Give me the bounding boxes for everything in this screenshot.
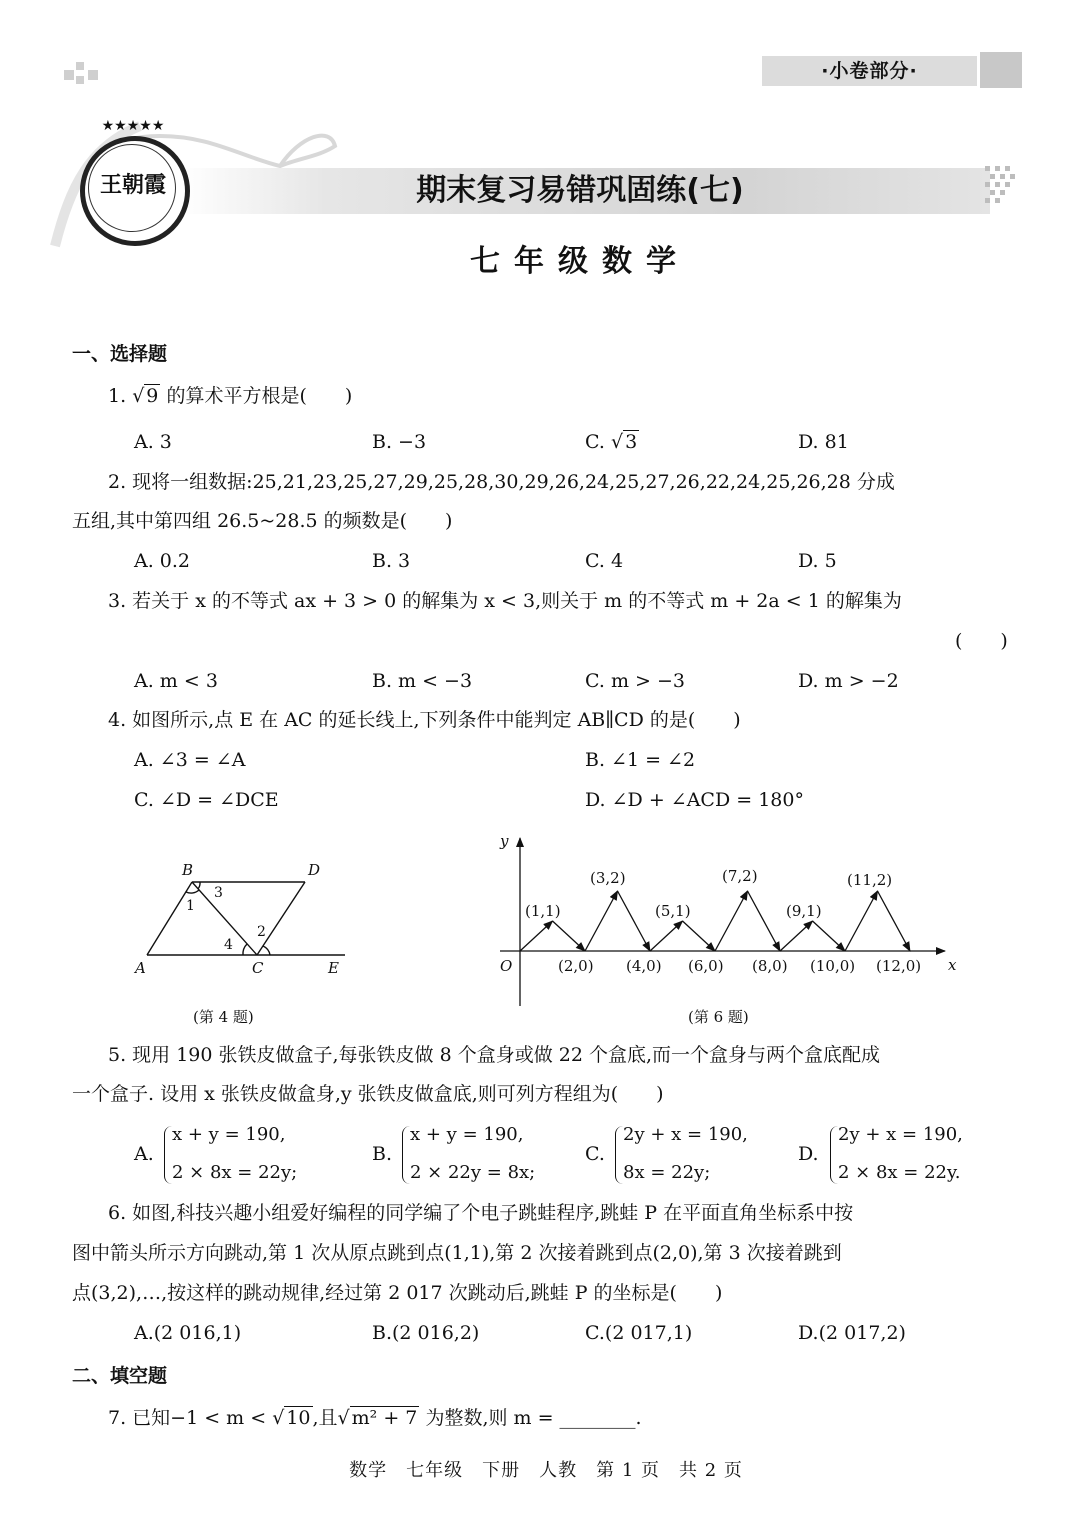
- axis-label-y: y: [500, 832, 509, 850]
- angle-arc-1: [186, 890, 199, 893]
- q4-option-b: B. ∠1 = ∠2: [585, 749, 696, 771]
- tag-end-block: [980, 52, 1022, 88]
- label-D: D: [308, 861, 321, 879]
- origin-label: O: [500, 957, 513, 975]
- label-1: 1: [186, 898, 195, 914]
- point-label-4-0: (4,0): [626, 957, 662, 975]
- jump-arrow: [780, 921, 813, 951]
- sqrt-symbol: √: [610, 431, 624, 453]
- point-label-12-0: (12,0): [876, 957, 922, 975]
- q2-option-d: D. 5: [798, 550, 837, 572]
- jump-arrow: [715, 891, 748, 951]
- q5-option-b-label: B.: [372, 1143, 393, 1165]
- logo-stars: ★★★★★: [101, 118, 165, 134]
- q5-d-eq2: 2 × 8x = 22y.: [838, 1162, 961, 1183]
- q1-option-a: A. 3: [134, 431, 172, 453]
- jump-arrow: [813, 921, 846, 951]
- angle-arc-3: [198, 882, 200, 889]
- q7-mid: ,且: [312, 1407, 338, 1429]
- q2-option-b: B. 3: [372, 550, 411, 572]
- q7-post: 为整数,则 m = ________.: [425, 1407, 642, 1429]
- figure-6-caption: (第 6 题): [688, 1008, 749, 1026]
- q2-line-2: 五组,其中第四组 26.5~28.5 的频数是( ): [72, 510, 453, 532]
- section-heading: 二、填空题: [72, 1365, 168, 1387]
- q6-option-a: A.(2 016,1): [134, 1322, 242, 1344]
- point-label-6-0: (6,0): [688, 957, 724, 975]
- q7-radicand-2: m² + 7: [351, 1407, 418, 1429]
- q1-c-label: C.: [585, 431, 605, 453]
- q1-option-c: [585, 429, 639, 455]
- corner-square: [76, 62, 84, 70]
- q5-option-c-label: C.: [585, 1143, 605, 1165]
- q6-option-b: B.(2 016,2): [372, 1322, 480, 1344]
- angle-arc-2: [263, 946, 270, 955]
- q3-option-b: B. m < −3: [372, 670, 473, 692]
- corner-square: [64, 70, 74, 80]
- label-3: 3: [214, 885, 223, 901]
- segment-DC: [257, 882, 305, 955]
- point-label-7-2: (7,2): [722, 867, 758, 885]
- q7-pre: 7. 已知−1 < m <: [108, 1407, 267, 1429]
- q5-c-eq2: 8x = 22y;: [623, 1162, 711, 1183]
- point-label-3-2: (3,2): [590, 869, 626, 887]
- angle-arc-4: [243, 944, 247, 955]
- q5-b-eq2: 2 × 22y = 8x;: [410, 1162, 536, 1183]
- jump-arrow: [683, 921, 716, 951]
- q4-option-d: D. ∠D + ∠ACD = 180°: [585, 789, 804, 811]
- label-4: 4: [224, 937, 233, 953]
- q7-radicand-1: 10: [286, 1407, 311, 1429]
- q4-line-1: 4. 如图所示,点 E 在 AC 的延长线上,下列条件中能判定 AB∥CD 的是( ): [108, 709, 741, 731]
- figure-6: [490, 828, 980, 1010]
- point-label-10-0: (10,0): [810, 957, 856, 975]
- q2-option-c: C. 4: [585, 550, 624, 572]
- q2-option-a: A. 0.2: [134, 550, 191, 572]
- corner-square: [76, 76, 84, 84]
- jump-arrow: [618, 891, 651, 951]
- q1-number: 1.: [108, 385, 127, 407]
- jump-arrow: [553, 921, 586, 951]
- label-B: B: [182, 861, 194, 879]
- jump-arrow: [520, 921, 553, 951]
- point-label-5-1: (5,1): [655, 902, 691, 920]
- jump-arrow: [748, 891, 781, 951]
- point-label-1-1: (1,1): [525, 902, 561, 920]
- figure-4: [130, 855, 370, 985]
- sqrt-symbol: √: [132, 385, 145, 407]
- q3-option-a: A. m < 3: [134, 670, 218, 692]
- jump-arrow: [845, 891, 878, 951]
- q6-line-1: 6. 如图,科技兴趣小组爱好编程的同学编了个电子跳蛙程序,跳蛙 P 在平面直角坐标系中按: [108, 1202, 854, 1224]
- point-label-11-2: (11,2): [847, 871, 893, 889]
- jump-arrow: [585, 891, 618, 951]
- section-heading: 一、选择题: [72, 343, 168, 365]
- q5-option-a-label: A.: [134, 1143, 154, 1165]
- q3-option-c: C. m > −3: [585, 670, 685, 692]
- page-subtitle: 七年级数学: [470, 244, 690, 279]
- label-2: 2: [257, 924, 266, 940]
- question-7: [108, 1405, 642, 1431]
- q1-radicand: 9: [146, 385, 159, 407]
- q1-c-radicand: 3: [625, 431, 638, 453]
- page-footer: 数学 七年级 下册 人教 第 1 页 共 2 页: [349, 1460, 743, 1481]
- q5-option-d-label: D.: [798, 1143, 819, 1165]
- q4-option-a: A. ∠3 = ∠A: [134, 749, 246, 771]
- jump-arrow: [878, 891, 911, 951]
- q4-option-c: C. ∠D = ∠DCE: [134, 789, 279, 811]
- q5-b-eq1: x + y = 190,: [410, 1124, 524, 1145]
- corner-square: [88, 70, 98, 80]
- q6-line-2: 图中箭头所示方向跳动,第 1 次从原点跳到点(1,1),第 2 次接着跳到点(2,0),第 3 次接着跳到: [72, 1242, 842, 1264]
- q6-line-3: 点(3,2),…,按这样的跳动规律,经过第 2 017 次跳动后,跳蛙 P 的坐标是( ): [72, 1282, 723, 1304]
- q1-option-b: B. −3: [372, 431, 427, 453]
- q5-a-eq2: 2 × 8x = 22y;: [172, 1162, 298, 1183]
- q3-option-d: D. m > −2: [798, 670, 899, 692]
- logo-text: 王朝霞: [99, 172, 166, 198]
- sqrt-symbol: √: [337, 1407, 350, 1429]
- jump-arrow: [650, 921, 683, 951]
- point-label-2-0: (2,0): [558, 957, 594, 975]
- q6-option-c: C.(2 017,1): [585, 1322, 693, 1344]
- q5-line-2: 一个盒子. 设用 x 张铁皮做盒身,y 张铁皮做盒底,则可列方程组为( ): [72, 1083, 664, 1105]
- label-A: A: [135, 959, 146, 977]
- q3-line-1: 3. 若关于 x 的不等式 ax + 3 > 0 的解集为 x < 3,则关于 m 的不等式 m + 2a < 1 的解集为: [108, 590, 902, 612]
- q5-line-1: 5. 现用 190 张铁皮做盒子,每张铁皮做 8 个盒身或做 22 个盒底,而一个盒身与两个盒底配成: [108, 1044, 881, 1066]
- segment-AB: [147, 882, 192, 955]
- point-label-8-0: (8,0): [752, 957, 788, 975]
- q2-line-1: 2. 现将一组数据:25,21,23,25,27,29,25,28,30,29,26,24,25,27,26,22,24,25,26,28 分成: [108, 471, 895, 493]
- label-E: E: [328, 959, 339, 977]
- question-1: [108, 383, 352, 409]
- q5-c-eq1: 2y + x = 190,: [623, 1124, 748, 1145]
- q1-stem: 的算术平方根是( ): [166, 385, 353, 407]
- q6-option-d: D.(2 017,2): [798, 1322, 906, 1344]
- figure-4-caption: (第 4 题): [193, 1008, 254, 1026]
- section-tag: ·小卷部分·: [762, 56, 977, 86]
- q5-d-eq1: 2y + x = 190,: [838, 1124, 963, 1145]
- title-bar-dots: [985, 166, 1025, 214]
- axis-label-x: x: [948, 956, 957, 974]
- point-label-9-1: (9,1): [786, 902, 822, 920]
- q1-option-d: D. 81: [798, 431, 849, 453]
- label-C: C: [252, 959, 264, 977]
- page-title: 期末复习易错巩固练(七): [416, 173, 744, 208]
- sqrt-symbol: √: [272, 1407, 285, 1429]
- q5-a-eq1: x + y = 190,: [172, 1124, 286, 1145]
- q3-answer-paren: ( ): [955, 630, 1008, 652]
